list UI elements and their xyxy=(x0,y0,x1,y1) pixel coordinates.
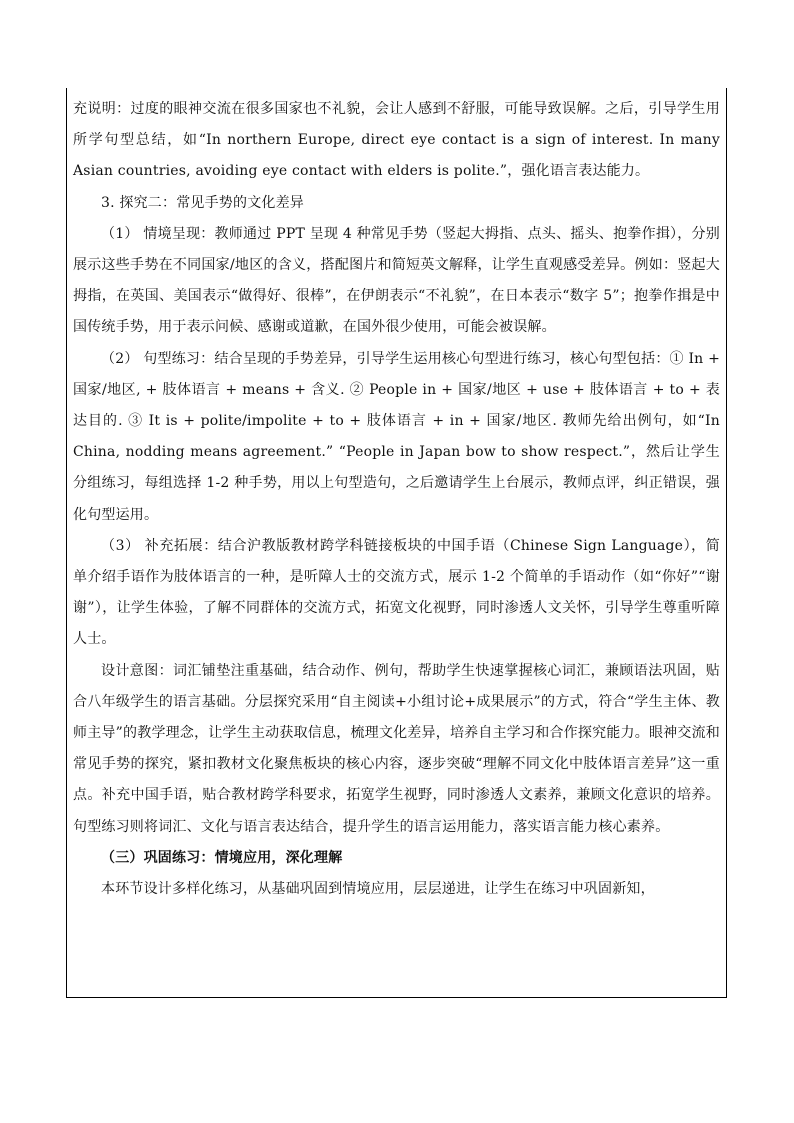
section-heading-consolidation: （三）巩固练习：情境应用，深化理解 xyxy=(101,849,343,866)
paragraph-design-intent: 设计意图：词汇铺垫注重基础，结合动作、例句，帮助学生快速掌握核心词汇，兼顾语法巩固，贴合八年级学生的语言基础。分层探究采用“自主阅读+小组讨论+成果展示”的方式，符合“学生主体、教师主导”的教学理念，让学生主动获取信息，梳理文化差异，培养自主学习和合作探究能力。眼神交流和常见手势的探究，紧扣教材文化聚焦板块的核心内容，逐步突破“理解不同文化中肢体语言差异”这一重点。补充中国手语，贴合教材跨学科要求，拓宽学生视野，同时渗透人文素养，兼顾文化意识的培养。句型练习则将词汇、文化与语言表达结合，提升学生的语言运用能力，落实语言能力核心素养。 xyxy=(73,662,720,835)
paragraph-eye-contact-summary: 充说明：过度的眼神交流在很多国家也不礼貌，会让人感到不舒服，可能导致误解。之后，引导学生用所学句型总结，如“In northern Europe, direct eye contact is a sign of interest. In many Asian countries, avoiding eye contact with elders is polite.”，强化语言表达能力。 xyxy=(73,101,720,180)
paragraph-situation-presentation: （1） 情境呈现：教师通过 PPT 呈现 4 种常见手势（竖起大拇指、点头、摇头、抱拳作揖），分别展示这些手势在不同国家/地区的含义，搭配图片和简短英文解释，让学生直观感受差异。例如：竖起大拇指，在英国、美国表示“做得好、很棒”，在伊朗表示“不礼貌”，在日本表示“数字 5”；抱拳作揖是中国传统手势，用于表示问候、感谢或道歉，在国外很少使用，可能会被误解。 xyxy=(73,225,720,336)
heading-exploration-two: 3. 探究二：常见手势的文化差异 xyxy=(101,194,305,211)
paragraph-supplementary-extension: （3） 补充拓展：结合沪教版教材跨学科链接板块的中国手语（Chinese Sign Language），简单介绍手语作为肢体语言的一种，是听障人士的交流方式，展示 1-2 个简单的手语动作（如“你好”“谢谢”），让学生体验，了解不同群体的交流方式，拓宽文化视野，同时渗透人文关怀，引导学生尊重听障人士。 xyxy=(73,537,720,648)
paragraph-consolidation-intro: 本环节设计多样化练习，从基础巩固到情境应用，层层递进，让学生在练习中巩固新知， xyxy=(101,881,655,898)
table-cell xyxy=(66,88,727,998)
paragraph-sentence-practice: （2） 句型练习：结合呈现的手势差异，引导学生运用核心句型进行练习，核心句型包括：① In + 国家/地区, + 肢体语言 + means + 含义. ② People in + 国家/地区 + use + 肢体语言 + to + 表达目的. ③ It is + polite/impolite + to + 肢体语言 + in + 国家/地区. 教师先给出例句，如“In China, nodding means agreement.” “People in Japan bow to show respect.”，然后让学生分组练习，每组选择 1-2 种手势，用以上句型造句，之后邀请学生上台展示，教师点评，纠正错误，强化句型运用。 xyxy=(73,350,720,523)
